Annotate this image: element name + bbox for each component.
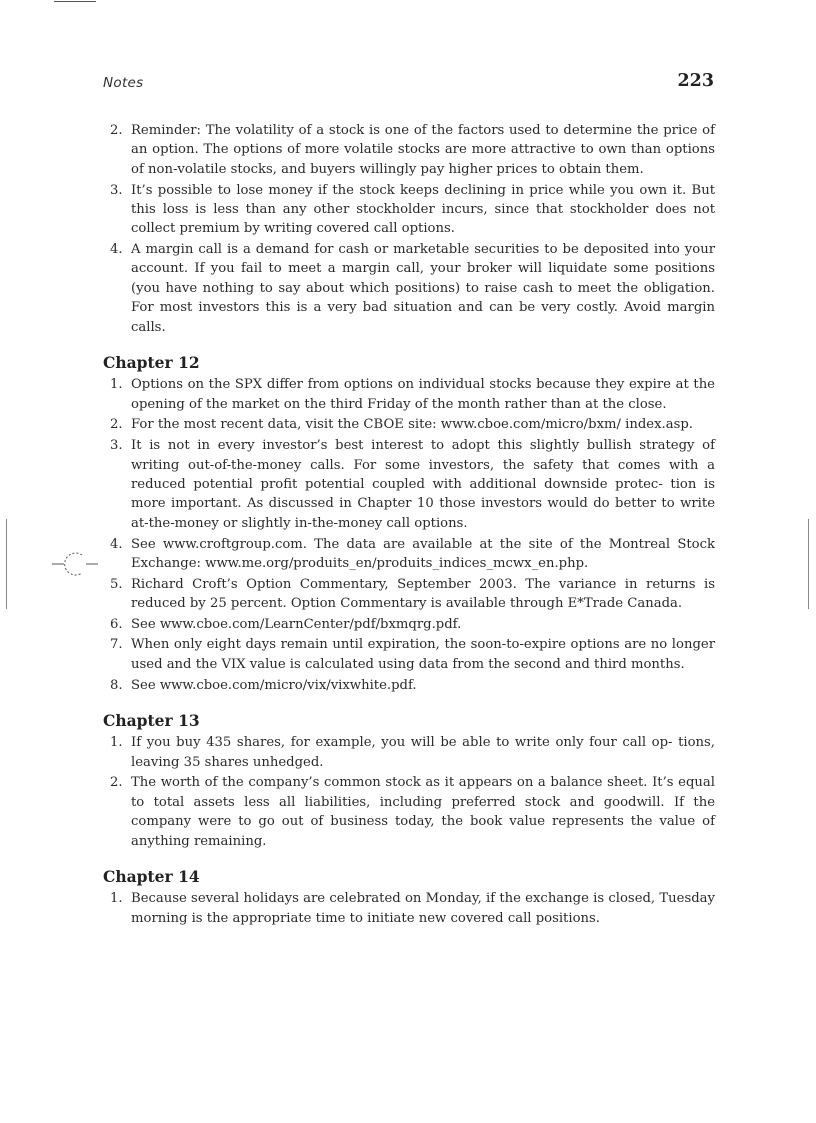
chapter-12-section <box>103 347 715 695</box>
running-title: Notes <box>103 75 144 91</box>
note-text: When only eight days remain until expiration, the soon-to-expire options are no longer used and the VIX value is calculated using data from the second and third months. <box>131 637 715 672</box>
note-number: 2. <box>110 417 123 433</box>
crop-mark-left <box>6 519 7 609</box>
note-text: See www.croftgroup.com. The data are available at the site of the Montreal Stock Exchange: www.me.org/produits_en/produits_indices_mcwx_en.php. <box>131 536 715 571</box>
note-text: It’s possible to lose money if the stock keeps declining in price while you own it. But this loss is less than any other stockholder incurs, since that stockholder does not collect premium by writing covered call options. <box>131 182 715 237</box>
note-item <box>103 415 715 434</box>
note-number: 8. <box>110 677 123 693</box>
note-item <box>103 535 715 574</box>
note-item <box>103 889 715 928</box>
note-item <box>103 635 715 674</box>
note-item <box>103 375 715 414</box>
chapter-heading: Chapter 12 <box>103 353 200 373</box>
notes-content <box>103 121 715 929</box>
crop-mark-top <box>54 1 96 2</box>
note-text: See www.cboe.com/LearnCenter/pdf/bxmqrg.pdf. <box>131 616 462 632</box>
note-text: It is not in every investor’s best interest to adopt this slightly bullish strategy of writing out-of-the-money calls. For some investors, the safety that comes with a reduced potential profit potential coupled with additional downside protec- tion is more important. As discussed in Chapter 10 those investors would do better to write at-the-money or slightly in-the-money call options. <box>131 438 715 531</box>
note-item <box>103 436 715 533</box>
note-number: 5. <box>110 576 123 592</box>
note-text: For the most recent data, visit the CBOE site: www.cboe.com/micro/bxm/ index.asp. <box>131 417 693 433</box>
note-item <box>103 733 715 772</box>
note-list <box>103 375 715 695</box>
note-list <box>103 733 715 851</box>
note-number: 2. <box>110 123 123 138</box>
note-number: 1. <box>110 891 123 907</box>
note-number: 7. <box>110 637 123 653</box>
note-number: 4. <box>110 242 123 258</box>
note-text: Options on the SPX differ from options on individual stocks because they expire at the opening of the market on the third Friday of the month rather than at the close. <box>131 377 715 412</box>
chapter-14-section <box>103 861 715 928</box>
note-text: Richard Croft’s Option Commentary, September 2003. The variance in returns is reduced by 25 percent. Option Commentary is available through E*Trade Canada. <box>131 576 715 612</box>
note-item <box>103 615 715 634</box>
chapter-13-section <box>103 705 715 851</box>
note-list <box>103 889 715 928</box>
note-number: 3. <box>110 438 123 454</box>
crop-mark-right <box>808 519 809 609</box>
note-number: 3. <box>110 182 123 198</box>
notes-section-continued <box>103 121 715 337</box>
note-number: 4. <box>110 536 123 552</box>
note-item <box>103 181 715 239</box>
registration-mark-icon <box>52 551 98 577</box>
note-text: A margin call is a demand for cash or marketable securities to be deposited into your account. If you fail to meet a margin call, your broker will liquidate some positions (you have nothing to say about which positions) to raise cash to meet the obligation. For most investors this is a very bad situation and can be very costly. Avoid margin calls. <box>131 242 715 335</box>
note-number: 1. <box>110 735 123 751</box>
note-item <box>103 773 715 851</box>
note-text: See www.cboe.com/micro/vix/vixwhite.pdf. <box>131 677 417 693</box>
note-list <box>103 121 715 337</box>
note-text: If you buy 435 shares, for example, you will be able to write only four call op- tions, leaving 35 shares unhedged. <box>131 735 715 770</box>
chapter-heading: Chapter 14 <box>103 867 200 887</box>
note-text: Because several holidays are celebrated on Monday, if the exchange is closed, Tuesday morning is the appropriate time to initiate new covered call positions. <box>131 891 715 926</box>
note-item <box>103 575 715 614</box>
note-number: 2. <box>110 775 123 791</box>
page-number: 223 <box>677 71 714 91</box>
note-item <box>103 240 715 337</box>
note-number: 6. <box>110 616 123 632</box>
running-head <box>103 73 715 95</box>
note-item <box>103 676 715 695</box>
note-number: 1. <box>110 377 123 393</box>
note-item <box>103 121 715 179</box>
note-text: Reminder: The volatility of a stock is one of the factors used to determine the price of an option. The options of more volatile stocks are more attractive to own than options of non-volatile stocks, and buyers willingly pay higher prices to obtain them. <box>131 123 715 177</box>
chapter-heading: Chapter 13 <box>103 711 200 731</box>
note-text: The worth of the company’s common stock as it appears on a balance sheet. It’s equal to total assets less all liabilities, including preferred stock and goodwill. If the company were to go out of business today, the book value represents the value of anything remaining. <box>131 775 715 849</box>
